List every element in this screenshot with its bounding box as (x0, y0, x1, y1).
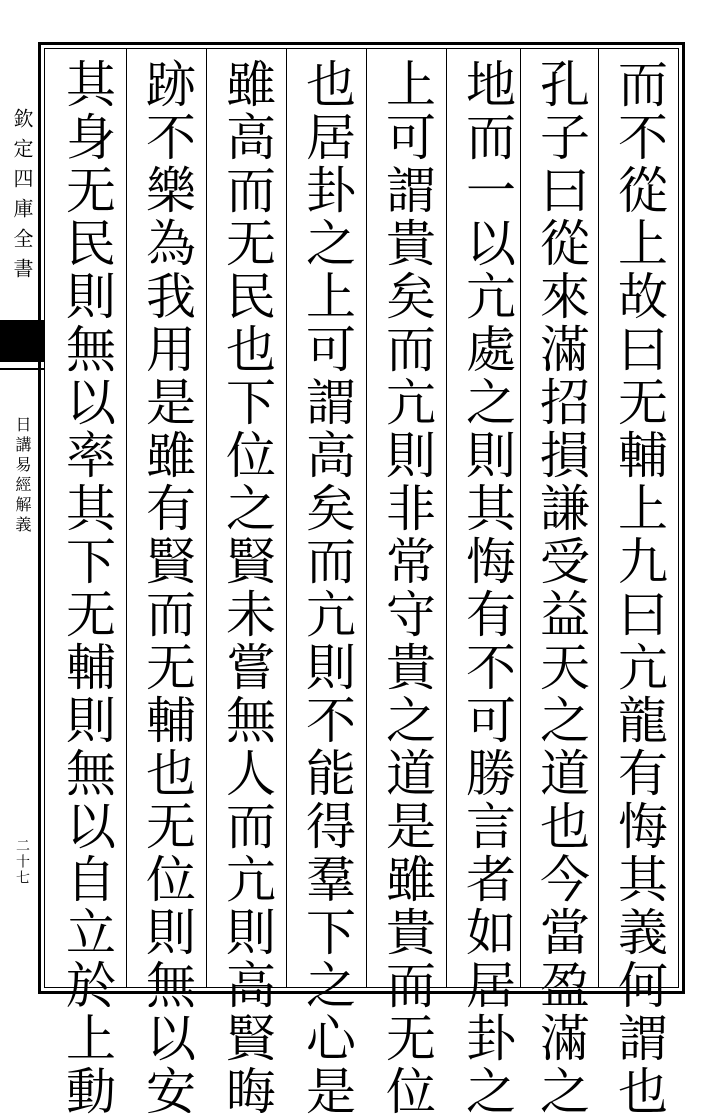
column-text: 而不從上故曰无輔上九曰亢龍有悔其義何謂也 (610, 58, 668, 1118)
column-rule (366, 48, 367, 988)
text-column-4 (370, 58, 444, 1118)
book-title: 欽定四庫全書 (10, 108, 34, 288)
column-rule (598, 48, 599, 988)
column-text: 雖高而无民也下位之賢未嘗無人而亢則高賢晦 (218, 58, 276, 1118)
column-rule (446, 48, 447, 988)
column-text: 地而一以亢處之則其悔有不可勝言者如居卦之 (458, 58, 516, 1118)
column-text: 其身无民則無以率其下无輔則無以自立於上動 (58, 58, 116, 1118)
margin-divider (0, 368, 44, 370)
column-text: 孔子曰從來滿招損謙受益天之道也今當盈滿之 (532, 58, 590, 1118)
text-column-6 (210, 58, 284, 1118)
column-text: 跡不樂為我用是雖有賢而无輔也无位則無以安 (138, 58, 196, 1118)
column-rule (126, 48, 127, 988)
column-rule (206, 48, 207, 988)
text-column-1 (602, 58, 676, 1118)
text-column-2 (524, 58, 598, 1118)
column-text: 也居卦之上可謂高矣而亢則不能得羣下之心是 (298, 58, 356, 1118)
column-text: 上可謂貴矣而亢則非常守貴之道是雖貴而无位 (378, 58, 436, 1118)
text-column-3 (450, 58, 524, 1118)
fishtail-mark (0, 320, 44, 362)
section-title: 日講易經解義 (13, 416, 32, 536)
page-number: 二十七 (14, 838, 30, 886)
text-column-7 (130, 58, 204, 1118)
column-rule (286, 48, 287, 988)
text-column-5 (290, 58, 364, 1118)
margin-strip (0, 48, 44, 988)
text-column-8 (50, 58, 124, 1118)
